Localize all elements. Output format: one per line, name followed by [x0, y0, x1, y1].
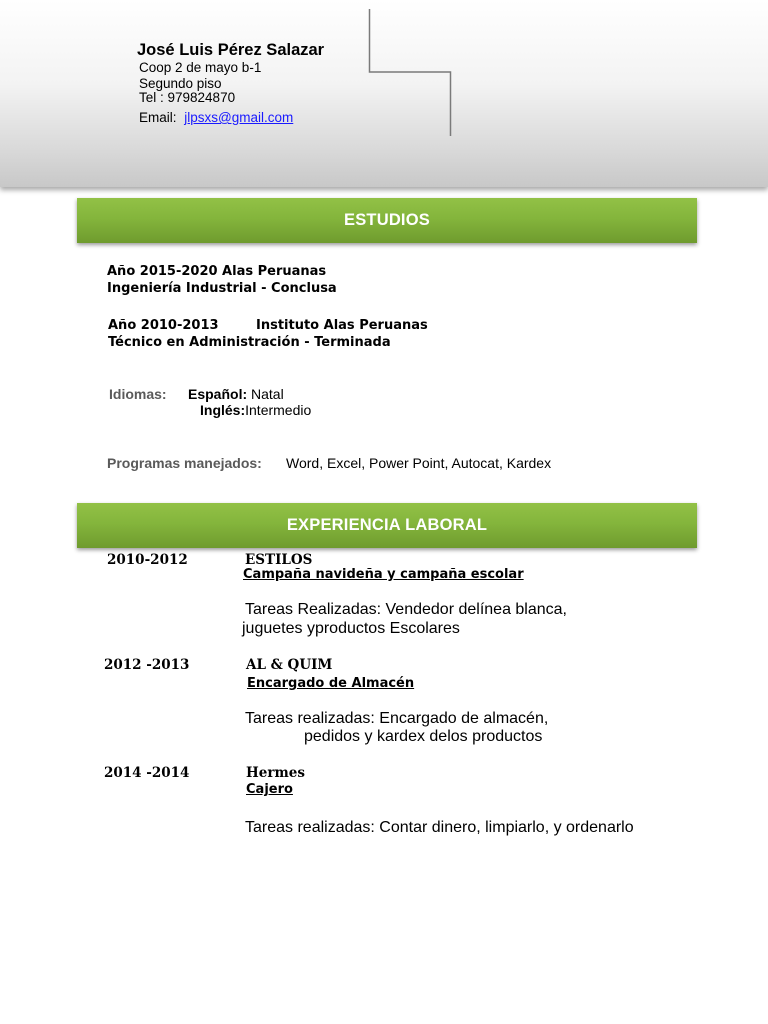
job-2-tasks-line-2: pedidos y kardex delos productos — [304, 728, 543, 745]
section-title-estudios: ESTUDIOS — [344, 211, 430, 229]
job-3-company: Hermes — [246, 765, 305, 781]
candidate-name: José Luis Pérez Salazar — [137, 41, 325, 59]
language-1 — [188, 386, 284, 402]
job-1-tasks-line-2: juguetes yproductos Escolares — [242, 620, 460, 637]
study-2-period: Año 2010-2013 — [108, 318, 219, 333]
job-1-company: ESTILOS — [245, 552, 313, 568]
job-1-tasks-line-1: Tareas Realizadas: Vendedor delínea blanca, — [245, 601, 567, 618]
job-2-period: 2012 -2013 — [104, 657, 190, 673]
header-band — [0, 0, 768, 187]
email-label: Email: — [139, 110, 177, 125]
study-2-line-2: Técnico en Administración - Terminada — [108, 335, 391, 350]
job-1-role: Campaña navideña y campaña escolar — [243, 567, 524, 582]
programas-label: Programas manejados: — [107, 455, 262, 471]
job-2-role: Encargado de Almacén — [247, 676, 415, 691]
email-row — [139, 110, 293, 125]
address-line-2: Segundo piso — [139, 76, 222, 91]
job-2-tasks-line-1: Tareas realizadas: Encargado de almacén, — [245, 710, 549, 727]
language-2-name: Inglés: — [200, 402, 246, 418]
section-bar-estudios — [77, 198, 697, 243]
job-3-period: 2014 -2014 — [104, 765, 190, 781]
language-1-level: Natal — [251, 386, 284, 402]
study-1-line-1: Año 2015-2020 Alas Peruanas — [107, 264, 327, 279]
job-2-company: AL & QUIM — [246, 657, 333, 673]
language-2-level: Intermedio — [245, 402, 312, 418]
address-line-1: Coop 2 de mayo b-1 — [139, 60, 262, 75]
programas-value: Word, Excel, Power Point, Autocat, Kardex — [286, 455, 552, 471]
idiomas-label: Idiomas: — [109, 386, 167, 402]
header-divider-line — [360, 0, 460, 140]
phone: Tel : 979824870 — [139, 90, 236, 105]
job-1-period: 2010-2012 — [107, 552, 188, 568]
job-3-role: Cajero — [246, 782, 293, 797]
email-link[interactable]: jlpsxs@gmail.com — [184, 110, 294, 125]
section-title-experiencia: EXPERIENCIA LABORAL — [286, 516, 488, 534]
study-1-line-2: Ingeniería Industrial - Conclusa — [107, 281, 337, 296]
job-3-tasks-line-1: Tareas realizadas: Contar dinero, limpiarlo, y ordenarlo — [245, 819, 634, 836]
language-2 — [200, 402, 311, 418]
section-bar-experiencia — [77, 503, 697, 548]
study-2-institution: Instituto Alas Peruanas — [256, 318, 428, 333]
language-1-name: Español: — [188, 386, 248, 402]
